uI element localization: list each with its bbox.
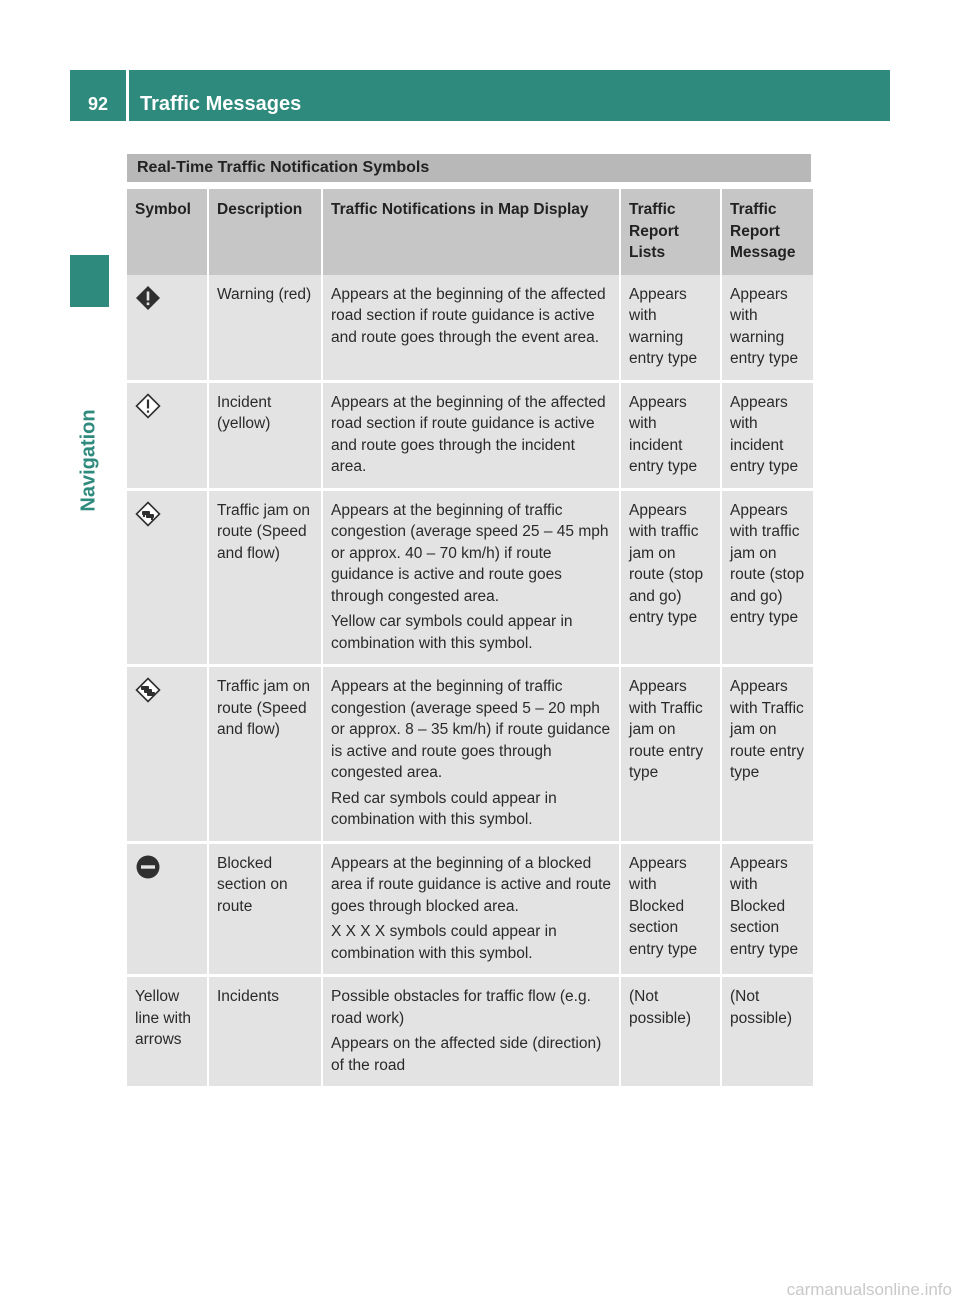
section-label [70,408,109,512]
section-label-text: Navigation [78,408,100,512]
cell-report-lists: Appears with Blocked section entry type [621,844,720,978]
table-row [127,383,813,491]
section-tab-marker [70,255,109,307]
cell-description: Warning (red) [209,275,321,383]
blocked-icon [135,854,161,880]
cell-report-lists: Appears with incident entry type [621,383,720,491]
column-header-report-message: Traffic Report Message [722,189,813,275]
column-header-description: Description [209,189,321,275]
map-display-paragraph: Possible obstacles for traffic flow (e.g. road work) [331,988,591,1027]
cell-description: Blocked section on route [209,844,321,978]
map-display-paragraph: Yellow car symbols could appear in combination with this symbol. [331,613,573,652]
table-row [127,977,813,1089]
cell-report-message: Appears with traffic jam on route (stop and go) entry type [722,491,813,668]
map-display-paragraph: Appears on the affected side (direction) of the road [331,1035,602,1074]
cell-map-display [323,977,619,1089]
symbols-table-container [127,154,811,1089]
cell-report-lists: (Not possible) [621,977,720,1089]
table-row [127,844,813,978]
cell-description: Traffic jam on route (Speed and flow) [209,667,321,844]
table-title: Real-Time Traffic Notification Symbols [127,154,811,182]
map-display-paragraph: Appears at the beginning of traffic congestion (average speed 25 – 45 mph or approx. 40 – 70 km/h) if route guidance is active and route goes through congested area. [331,501,609,605]
cell-symbol [127,383,207,491]
column-header-symbol: Symbol [127,189,207,275]
cell-map-display [323,275,619,383]
cell-description: Incidents [209,977,321,1089]
map-display-paragraph: Appears at the beginning of the affected road section if route guidance is active and route goes through the incident area. [331,393,606,475]
map-display-paragraph: Appears at the beginning of a blocked area if route guidance is active and route goes through blocked area. [331,854,612,915]
column-header-report-lists: Traffic Report Lists [621,189,720,275]
symbol-text: Yellow line with arrows [135,988,191,1048]
cell-report-message: Appears with warning entry type [722,275,813,383]
column-header-map-display: Traffic Notifications in Map Display [323,189,619,275]
cell-map-display [323,844,619,978]
cell-symbol [127,667,207,844]
cell-description: Traffic jam on route (Speed and flow) [209,491,321,668]
map-display-paragraph: Red car symbols could appear in combination with this symbol. [331,789,557,828]
table-row [127,275,813,383]
map-display-paragraph: Appears at the beginning of traffic congestion (average speed 5 – 20 mph or approx. 8 – 35 km/h) if route guidance is active and route goes through congested area. [331,678,611,781]
incident-icon [135,393,161,419]
map-display-paragraph: Appears at the beginning of the affected road section if route guidance is active and route goes through the event area. [331,285,606,346]
page-title: Traffic Messages [140,93,302,115]
traffic-jam-slow-icon [135,501,161,527]
table-row [127,491,813,668]
warning-icon [135,285,161,311]
symbols-table [125,189,815,1089]
cell-report-message: Appears with Traffic jam on route entry type [722,667,813,844]
map-display-paragraph: X X X X symbols could appear in combination with this symbol. [331,923,557,962]
cell-report-lists: Appears with traffic jam on route (stop and go) entry type [621,491,720,668]
traffic-jam-heavy-icon [135,677,161,703]
cell-map-display [323,383,619,491]
cell-symbol [127,275,207,383]
page-number: 92 [87,94,109,114]
cell-report-lists: Appears with Traffic jam on route entry type [621,667,720,844]
cell-report-message: Appears with incident entry type [722,383,813,491]
cell-symbol [127,844,207,978]
cell-map-display [323,667,619,844]
cell-symbol [127,977,207,1089]
cell-map-display [323,491,619,668]
cell-description: Incident (yellow) [209,383,321,491]
cell-report-message: (Not possible) [722,977,813,1089]
watermark: carmanualsonline.info [786,1280,952,1299]
cell-symbol [127,491,207,668]
header-divider [126,70,129,121]
table-row [127,667,813,844]
table-body [127,275,813,1090]
cell-report-lists: Appears with warning entry type [621,275,720,383]
cell-report-message: Appears with Blocked section entry type [722,844,813,978]
